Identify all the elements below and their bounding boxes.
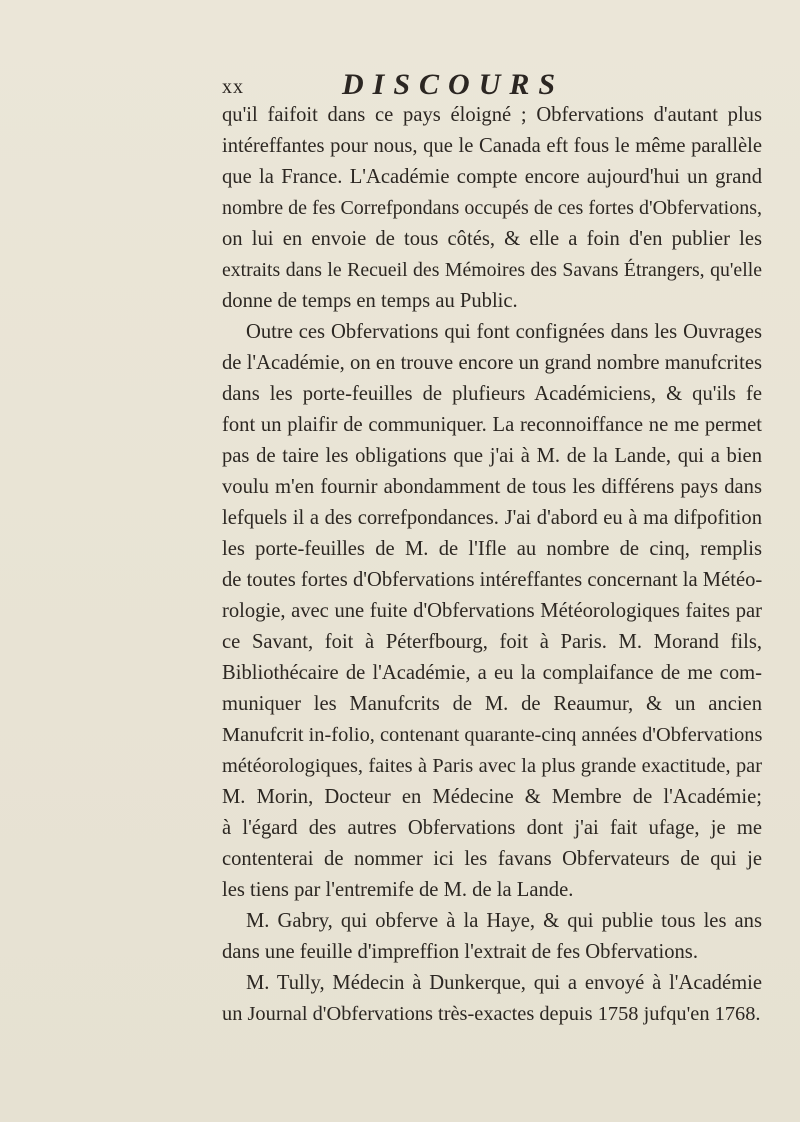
page-header	[222, 68, 762, 102]
text-line: de l'Académie, on en trouve encore un grand nombre manufcrites	[222, 352, 762, 374]
text-line: extraits dans le Recueil des Mémoires des Savans Étrangers, qu'elle	[222, 259, 762, 281]
text-line: que la France. L'Académie compte encore aujourd'hui un grand	[222, 166, 762, 188]
text-line: contenterai de nommer ici les favans Obfervateurs de qui je	[222, 848, 762, 870]
text-line: on lui en envoie de tous côtés, & elle a foin d'en publier les	[222, 228, 762, 250]
text-line: pas de taire les obligations que j'ai à M. de la Lande, qui a bien	[222, 445, 762, 467]
text-line: à l'égard des autres Obfervations dont j'ai fait ufage, je me	[222, 817, 762, 839]
body-text	[222, 100, 762, 1030]
text-line: dans les porte-feuilles de plufieurs Académiciens, & qu'ils fe	[222, 383, 762, 405]
text-line: donne de temps en temps au Public.	[222, 290, 518, 312]
text-line: nombre de fes Correfpondans occupés de ces fortes d'Obfervations,	[222, 197, 762, 219]
text-line: muniquer les Manufcrits de M. de Reaumur, & un ancien	[222, 693, 762, 715]
text-line: qu'il faifoit dans ce pays éloigné ; Obfervations d'autant plus	[222, 104, 762, 126]
text-line: météorologiques, faites à Paris avec la plus grande exactitude, par	[222, 755, 762, 777]
text-line: les tiens par l'entremife de M. de la Lande.	[222, 879, 574, 901]
text-line: M. Gabry, qui obferve à la Haye, & qui publie tous les ans	[246, 910, 762, 932]
text-line: voulu m'en fournir abondamment de tous les différens pays dans	[222, 476, 762, 498]
text-line: intéreffantes pour nous, que le Canada eft fous le même parallèle	[222, 135, 762, 157]
text-line: Outre ces Obfervations qui font confignées dans les Ouvrages	[246, 321, 762, 343]
running-title: DISCOURS	[342, 68, 565, 101]
text-line: de toutes fortes d'Obfervations intéreffantes concernant la Météo-	[222, 569, 762, 591]
text-line: Manufcrit in-folio, contenant quarante-cinq années d'Obfervations	[222, 724, 762, 746]
text-line: les porte-feuilles de M. de l'Ifle au nombre de cinq, remplis	[222, 538, 762, 560]
text-line: M. Tully, Médecin à Dunkerque, qui a envoyé à l'Académie	[246, 972, 762, 994]
page-number: xx	[222, 76, 244, 98]
text-line: dans une feuille d'impreffion l'extrait de fes Obfervations.	[222, 941, 698, 963]
text-line: ce Savant, foit à Péterfbourg, foit à Paris. M. Morand fils,	[222, 631, 762, 653]
text-line: M. Morin, Docteur en Médecine & Membre de l'Académie;	[222, 786, 762, 808]
text-line: font un plaifir de communiquer. La reconnoiffance ne me permet	[222, 414, 762, 436]
text-line: rologie, avec une fuite d'Obfervations Météorologiques faites par	[222, 600, 762, 622]
text-line: lefquels il a des correfpondances. J'ai d'abord eu à ma difpofition	[222, 507, 762, 529]
text-line: Bibliothécaire de l'Académie, a eu la complaifance de me com-	[222, 662, 762, 684]
text-line: un Journal d'Obfervations très-exactes depuis 1758 jufqu'en 1768.	[222, 1003, 761, 1025]
